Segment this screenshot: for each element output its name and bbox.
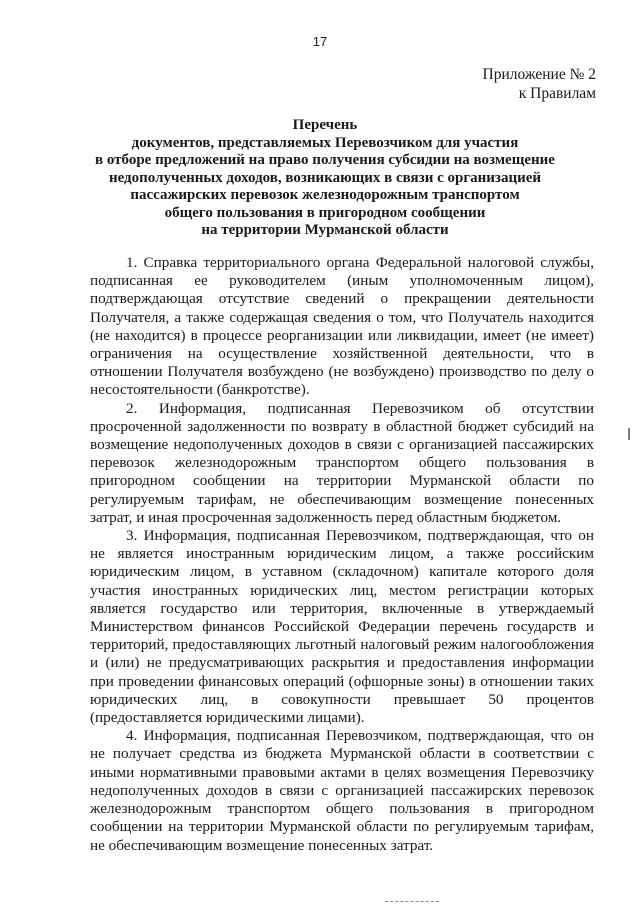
appendix-line-2: к Правилам bbox=[518, 85, 596, 102]
list-item-2: 2. Информация, подписанная Перевозчиком об отсутствии просроченной задолженности по возврату в областной бюджет субсидий на возмещение недополученных доходов в связи с организацией пассажирских перевозок железнодорожным транспортом общего пользования в пригородном сообщении на территории Мурманской области по регулируемым тарифам, не обеспечивающим возмещение понесенных затрат, и иная просроченная задолженность перед областным бюджетом. bbox=[90, 399, 594, 526]
title-line: документов, представляемых Перевозчиком для участия bbox=[131, 134, 519, 151]
list-item-1: 1. Справка территориального органа Федеральной налоговой службы, подписанная ее руководителем (иным уполномоченным лицом), подтверждающая отсутствие сведений о прекращении деятельности Получателя, а также содержащая сведения о том, что Получатель находится (не находится) в процессе реорганизации или ликвидации, имеет (не имеет) ограничения на осуществление хозяйственной деятельности, что в отношении Получателя возбуждено (не возбуждено) производство по делу о несостоятельности (банкротстве). bbox=[90, 254, 594, 399]
document-title bbox=[60, 117, 590, 240]
page-number: 17 bbox=[312, 34, 328, 49]
document-body bbox=[90, 254, 594, 855]
appendix-line-1: Приложение № 2 bbox=[482, 66, 596, 83]
title-line: Перечень bbox=[292, 117, 358, 133]
list-item-4: 4. Информация, подписанная Перевозчиком, подтверждающая, что он не получает средства из бюджета Мурманской области в соответствии с иными нормативными правовыми актами в целях возмещения Перевозчику недополученных доходов в связи с организацией пассажирских перевозок железнодорожным транспортом общего пользования в пригородном сообщении на территории Мурманской области по регулируемым тарифам, не обеспечивающим возмещение понесенных затрат. bbox=[90, 727, 594, 854]
title-line: пассажирских перевозок железнодорожным транспортом bbox=[130, 187, 520, 203]
title-line: общего пользования в пригородном сообщении bbox=[164, 204, 486, 221]
scan-footer-mark bbox=[385, 901, 439, 903]
list-item-3: 3. Информация, подписанная Перевозчиком, подтверждающая, что он не является иностранным юридическим лицом, а также российским юридическим лицом, в уставном (складочном) капитале которого доля участия иностранных юридических лиц, местом регистрации которых является государство или территория, включенные в утверждаемый Министерством финансов Российской Федерации перечень государств и территорий, предоставляющих льготный налоговый режим налогообложения и (или) не предусматривающих раскрытия и предоставления информации при проведении финансовых операций (офшорные зоны) в отношении таких юридических лиц, в совокупности превышает 50 процентов (предоставляется юридическими лицами). bbox=[90, 527, 594, 727]
scan-margin-mark bbox=[628, 428, 630, 440]
title-line: на территории Мурманской области bbox=[201, 222, 449, 238]
appendix-reference bbox=[483, 65, 596, 103]
title-line: в отборе предложений на право получения субсидии на возмещение bbox=[95, 152, 555, 168]
title-line: недополученных доходов, возникающих в связи с организацией bbox=[108, 169, 542, 186]
